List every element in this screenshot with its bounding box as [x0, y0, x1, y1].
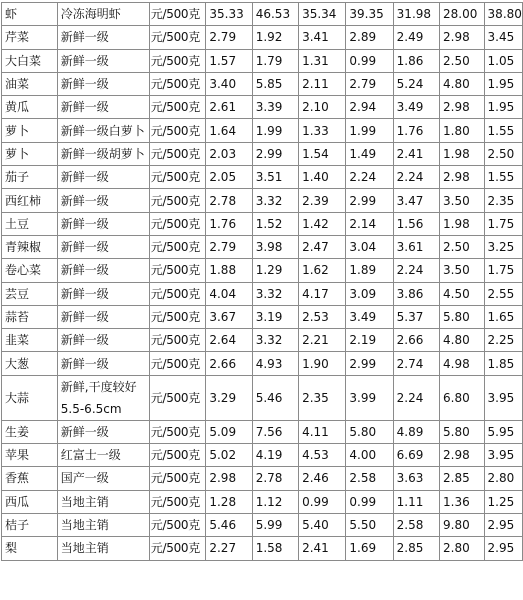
item-unit-cell: 元/500克 [149, 235, 206, 258]
item-name-cell: 生姜 [2, 420, 58, 443]
price-value-cell: 2.89 [346, 26, 393, 49]
price-value-cell: 39.35 [346, 3, 393, 26]
price-value-cell: 3.49 [393, 96, 439, 119]
item-unit-cell: 元/500克 [149, 3, 206, 26]
item-name-cell: 大蒜 [2, 375, 58, 420]
price-value-cell: 5.80 [440, 305, 485, 328]
item-spec-cell: 新鲜一级 [57, 235, 149, 258]
price-value-cell: 5.46 [252, 375, 298, 420]
price-value-cell: 5.95 [484, 420, 522, 443]
price-value-cell: 3.32 [252, 329, 298, 352]
price-value-cell: 5.80 [440, 420, 485, 443]
price-value-cell: 3.19 [252, 305, 298, 328]
price-value-cell: 1.98 [440, 212, 485, 235]
item-name-cell: 芹菜 [2, 26, 58, 49]
item-spec-cell: 新鲜一级 [57, 352, 149, 375]
table-row [2, 235, 523, 258]
item-unit-cell: 元/500克 [149, 26, 206, 49]
price-value-cell: 2.66 [206, 352, 252, 375]
price-value-cell: 2.25 [484, 329, 522, 352]
price-value-cell: 2.80 [440, 537, 485, 560]
price-value-cell: 3.99 [346, 375, 393, 420]
item-unit-cell: 元/500克 [149, 490, 206, 513]
table-row [2, 259, 523, 282]
price-value-cell: 5.37 [393, 305, 439, 328]
item-unit-cell: 元/500克 [149, 305, 206, 328]
price-value-cell: 2.50 [440, 49, 485, 72]
price-value-cell: 1.28 [206, 490, 252, 513]
price-value-cell: 4.53 [299, 444, 346, 467]
item-unit-cell: 元/500克 [149, 352, 206, 375]
price-value-cell: 5.85 [252, 72, 298, 95]
price-value-cell: 2.58 [393, 513, 439, 536]
price-value-cell: 1.56 [393, 212, 439, 235]
item-name-cell: 黄瓜 [2, 96, 58, 119]
table-row [2, 49, 523, 72]
price-value-cell: 35.33 [206, 3, 252, 26]
item-spec-cell: 新鲜,干度较好5.5-6.5cm [57, 375, 149, 420]
item-unit-cell: 元/500克 [149, 212, 206, 235]
price-value-cell: 3.63 [393, 467, 439, 490]
price-value-cell: 1.36 [440, 490, 485, 513]
price-value-cell: 28.00 [440, 3, 485, 26]
price-value-cell: 2.24 [393, 375, 439, 420]
price-value-cell: 2.24 [393, 166, 439, 189]
item-unit-cell: 元/500克 [149, 259, 206, 282]
price-value-cell: 3.61 [393, 235, 439, 258]
item-spec-cell: 新鲜一级 [57, 259, 149, 282]
price-value-cell: 2.58 [346, 467, 393, 490]
item-unit-cell: 元/500克 [149, 329, 206, 352]
price-value-cell: 1.52 [252, 212, 298, 235]
price-value-cell: 4.00 [346, 444, 393, 467]
item-unit-cell: 元/500克 [149, 375, 206, 420]
table-row [2, 329, 523, 352]
item-name-cell: 虾 [2, 3, 58, 26]
item-name-cell: 油菜 [2, 72, 58, 95]
price-value-cell: 2.53 [299, 305, 346, 328]
item-unit-cell: 元/500克 [149, 467, 206, 490]
item-spec-cell: 新鲜一级胡萝卜 [57, 142, 149, 165]
price-value-cell: 2.98 [440, 96, 485, 119]
price-value-cell: 2.95 [484, 513, 522, 536]
price-value-cell: 2.79 [206, 26, 252, 49]
item-name-cell: 茄子 [2, 166, 58, 189]
price-value-cell: 2.10 [299, 96, 346, 119]
item-unit-cell: 元/500克 [149, 282, 206, 305]
table-row [2, 119, 523, 142]
price-value-cell: 3.41 [299, 26, 346, 49]
price-value-cell: 3.95 [484, 375, 522, 420]
price-value-cell: 4.80 [440, 72, 485, 95]
price-value-cell: 1.80 [440, 119, 485, 142]
price-value-cell: 3.95 [484, 444, 522, 467]
price-value-cell: 2.35 [299, 375, 346, 420]
price-value-cell: 9.80 [440, 513, 485, 536]
price-value-cell: 2.14 [346, 212, 393, 235]
price-value-cell: 3.45 [484, 26, 522, 49]
price-value-cell: 2.94 [346, 96, 393, 119]
item-unit-cell: 元/500克 [149, 537, 206, 560]
item-unit-cell: 元/500克 [149, 444, 206, 467]
price-value-cell: 0.99 [299, 490, 346, 513]
price-value-cell: 5.40 [299, 513, 346, 536]
item-unit-cell: 元/500克 [149, 72, 206, 95]
price-value-cell: 2.98 [440, 444, 485, 467]
item-spec-cell: 新鲜一级白萝卜 [57, 119, 149, 142]
item-name-cell: 萝卜 [2, 119, 58, 142]
price-value-cell: 5.50 [346, 513, 393, 536]
price-value-cell: 1.33 [299, 119, 346, 142]
price-value-cell: 3.50 [440, 189, 485, 212]
item-spec-cell: 新鲜一级 [57, 329, 149, 352]
price-value-cell: 2.24 [393, 259, 439, 282]
price-value-cell: 1.79 [252, 49, 298, 72]
price-value-cell: 1.76 [393, 119, 439, 142]
price-value-cell: 1.90 [299, 352, 346, 375]
item-unit-cell: 元/500克 [149, 189, 206, 212]
price-value-cell: 1.89 [346, 259, 393, 282]
price-value-cell: 2.79 [206, 235, 252, 258]
price-value-cell: 2.50 [440, 235, 485, 258]
price-value-cell: 1.92 [252, 26, 298, 49]
price-value-cell: 6.80 [440, 375, 485, 420]
item-spec-cell: 当地主销 [57, 537, 149, 560]
price-value-cell: 5.99 [252, 513, 298, 536]
price-value-cell: 3.32 [252, 282, 298, 305]
price-value-cell: 3.51 [252, 166, 298, 189]
item-unit-cell: 元/500克 [149, 166, 206, 189]
price-value-cell: 35.34 [299, 3, 346, 26]
price-value-cell: 2.99 [252, 142, 298, 165]
price-table-body [2, 3, 523, 561]
price-value-cell: 2.03 [206, 142, 252, 165]
price-value-cell: 2.99 [346, 352, 393, 375]
price-value-cell: 3.86 [393, 282, 439, 305]
price-value-cell: 2.46 [299, 467, 346, 490]
price-value-cell: 1.49 [346, 142, 393, 165]
item-spec-cell: 冷冻海明虾 [57, 3, 149, 26]
item-name-cell: 桔子 [2, 513, 58, 536]
price-value-cell: 7.56 [252, 420, 298, 443]
table-row [2, 212, 523, 235]
table-row [2, 166, 523, 189]
price-value-cell: 2.80 [484, 467, 522, 490]
price-value-cell: 2.98 [440, 26, 485, 49]
price-value-cell: 1.12 [252, 490, 298, 513]
table-row [2, 189, 523, 212]
item-name-cell: 梨 [2, 537, 58, 560]
price-value-cell: 3.67 [206, 305, 252, 328]
price-value-cell: 1.75 [484, 259, 522, 282]
price-value-cell: 4.50 [440, 282, 485, 305]
item-name-cell: 蒜苔 [2, 305, 58, 328]
table-row [2, 282, 523, 305]
item-spec-cell: 当地主销 [57, 513, 149, 536]
price-value-cell: 31.98 [393, 3, 439, 26]
item-spec-cell: 红富士一级 [57, 444, 149, 467]
price-value-cell: 1.58 [252, 537, 298, 560]
price-value-cell: 0.99 [346, 49, 393, 72]
price-value-cell: 3.29 [206, 375, 252, 420]
table-row [2, 467, 523, 490]
price-value-cell: 2.98 [206, 467, 252, 490]
price-value-cell: 1.62 [299, 259, 346, 282]
price-value-cell: 4.11 [299, 420, 346, 443]
table-row [2, 72, 523, 95]
price-value-cell: 3.98 [252, 235, 298, 258]
price-value-cell: 4.93 [252, 352, 298, 375]
price-value-cell: 2.35 [484, 189, 522, 212]
item-unit-cell: 元/500克 [149, 119, 206, 142]
price-value-cell: 2.66 [393, 329, 439, 352]
price-value-cell: 3.39 [252, 96, 298, 119]
table-row [2, 352, 523, 375]
item-spec-cell: 新鲜一级 [57, 72, 149, 95]
item-spec-cell: 新鲜一级 [57, 420, 149, 443]
item-spec-cell: 新鲜一级 [57, 96, 149, 119]
price-value-cell: 5.80 [346, 420, 393, 443]
price-value-cell: 2.21 [299, 329, 346, 352]
price-value-cell: 38.80 [484, 3, 522, 26]
item-name-cell: 卷心菜 [2, 259, 58, 282]
item-name-cell: 大葱 [2, 352, 58, 375]
item-unit-cell: 元/500克 [149, 142, 206, 165]
item-name-cell: 韭菜 [2, 329, 58, 352]
price-value-cell: 1.64 [206, 119, 252, 142]
price-value-cell: 2.98 [440, 166, 485, 189]
item-name-cell: 芸豆 [2, 282, 58, 305]
price-value-cell: 1.55 [484, 166, 522, 189]
price-value-cell: 5.09 [206, 420, 252, 443]
price-value-cell: 1.85 [484, 352, 522, 375]
price-value-cell: 3.49 [346, 305, 393, 328]
price-value-cell: 1.54 [299, 142, 346, 165]
item-spec-cell: 新鲜一级 [57, 166, 149, 189]
price-value-cell: 2.49 [393, 26, 439, 49]
price-value-cell: 3.47 [393, 189, 439, 212]
price-value-cell: 2.55 [484, 282, 522, 305]
price-value-cell: 1.75 [484, 212, 522, 235]
price-value-cell: 1.65 [484, 305, 522, 328]
price-value-cell: 2.41 [393, 142, 439, 165]
price-value-cell: 2.05 [206, 166, 252, 189]
price-value-cell: 2.41 [299, 537, 346, 560]
price-value-cell: 5.46 [206, 513, 252, 536]
price-value-cell: 1.57 [206, 49, 252, 72]
price-value-cell: 2.64 [206, 329, 252, 352]
price-value-cell: 2.50 [484, 142, 522, 165]
price-value-cell: 2.85 [440, 467, 485, 490]
item-spec-cell: 新鲜一级 [57, 282, 149, 305]
item-name-cell: 香蕉 [2, 467, 58, 490]
price-value-cell: 4.80 [440, 329, 485, 352]
price-value-cell: 1.05 [484, 49, 522, 72]
item-name-cell: 青辣椒 [2, 235, 58, 258]
table-row [2, 142, 523, 165]
price-value-cell: 1.99 [346, 119, 393, 142]
price-value-cell: 3.40 [206, 72, 252, 95]
price-value-cell: 2.61 [206, 96, 252, 119]
price-value-cell: 1.76 [206, 212, 252, 235]
price-value-cell: 3.50 [440, 259, 485, 282]
item-name-cell: 大白菜 [2, 49, 58, 72]
price-value-cell: 4.04 [206, 282, 252, 305]
table-row [2, 444, 523, 467]
price-value-cell: 2.27 [206, 537, 252, 560]
price-value-cell: 2.39 [299, 189, 346, 212]
item-spec-cell: 新鲜一级 [57, 26, 149, 49]
price-value-cell: 2.99 [346, 189, 393, 212]
table-row [2, 490, 523, 513]
price-value-cell: 2.11 [299, 72, 346, 95]
item-spec-cell: 新鲜一级 [57, 189, 149, 212]
price-value-cell: 2.19 [346, 329, 393, 352]
table-row [2, 305, 523, 328]
table-row [2, 375, 523, 420]
price-value-cell: 3.04 [346, 235, 393, 258]
price-value-cell: 3.25 [484, 235, 522, 258]
price-value-cell: 2.24 [346, 166, 393, 189]
price-value-cell: 4.98 [440, 352, 485, 375]
price-value-cell: 1.86 [393, 49, 439, 72]
price-value-cell: 2.78 [252, 467, 298, 490]
price-value-cell: 1.95 [484, 72, 522, 95]
price-value-cell: 1.42 [299, 212, 346, 235]
table-row [2, 420, 523, 443]
price-value-cell: 2.95 [484, 537, 522, 560]
price-value-cell: 1.25 [484, 490, 522, 513]
price-value-cell: 4.17 [299, 282, 346, 305]
price-value-cell: 1.69 [346, 537, 393, 560]
price-value-cell: 2.85 [393, 537, 439, 560]
price-value-cell: 6.69 [393, 444, 439, 467]
table-row [2, 537, 523, 560]
price-value-cell: 1.88 [206, 259, 252, 282]
price-table [1, 2, 523, 561]
item-name-cell: 萝卜 [2, 142, 58, 165]
price-value-cell: 4.89 [393, 420, 439, 443]
price-value-cell: 3.32 [252, 189, 298, 212]
item-spec-cell: 新鲜一级 [57, 49, 149, 72]
price-value-cell: 1.40 [299, 166, 346, 189]
item-name-cell: 西红柿 [2, 189, 58, 212]
item-name-cell: 土豆 [2, 212, 58, 235]
price-value-cell: 1.31 [299, 49, 346, 72]
item-unit-cell: 元/500克 [149, 49, 206, 72]
price-value-cell: 46.53 [252, 3, 298, 26]
price-value-cell: 1.95 [484, 96, 522, 119]
table-row [2, 96, 523, 119]
item-name-cell: 苹果 [2, 444, 58, 467]
price-value-cell: 1.99 [252, 119, 298, 142]
item-unit-cell: 元/500克 [149, 513, 206, 536]
item-spec-cell: 新鲜一级 [57, 305, 149, 328]
price-value-cell: 5.02 [206, 444, 252, 467]
price-value-cell: 2.47 [299, 235, 346, 258]
price-value-cell: 1.11 [393, 490, 439, 513]
item-spec-cell: 国产一级 [57, 467, 149, 490]
item-unit-cell: 元/500克 [149, 96, 206, 119]
table-row [2, 26, 523, 49]
price-value-cell: 5.24 [393, 72, 439, 95]
item-spec-cell: 新鲜一级 [57, 212, 149, 235]
table-row [2, 513, 523, 536]
item-name-cell: 西瓜 [2, 490, 58, 513]
price-value-cell: 1.55 [484, 119, 522, 142]
price-value-cell: 1.98 [440, 142, 485, 165]
price-value-cell: 2.78 [206, 189, 252, 212]
price-value-cell: 0.99 [346, 490, 393, 513]
table-row [2, 3, 523, 26]
price-value-cell: 3.09 [346, 282, 393, 305]
price-value-cell: 1.29 [252, 259, 298, 282]
item-unit-cell: 元/500克 [149, 420, 206, 443]
price-value-cell: 4.19 [252, 444, 298, 467]
price-value-cell: 2.74 [393, 352, 439, 375]
price-value-cell: 2.79 [346, 72, 393, 95]
item-spec-cell: 当地主销 [57, 490, 149, 513]
